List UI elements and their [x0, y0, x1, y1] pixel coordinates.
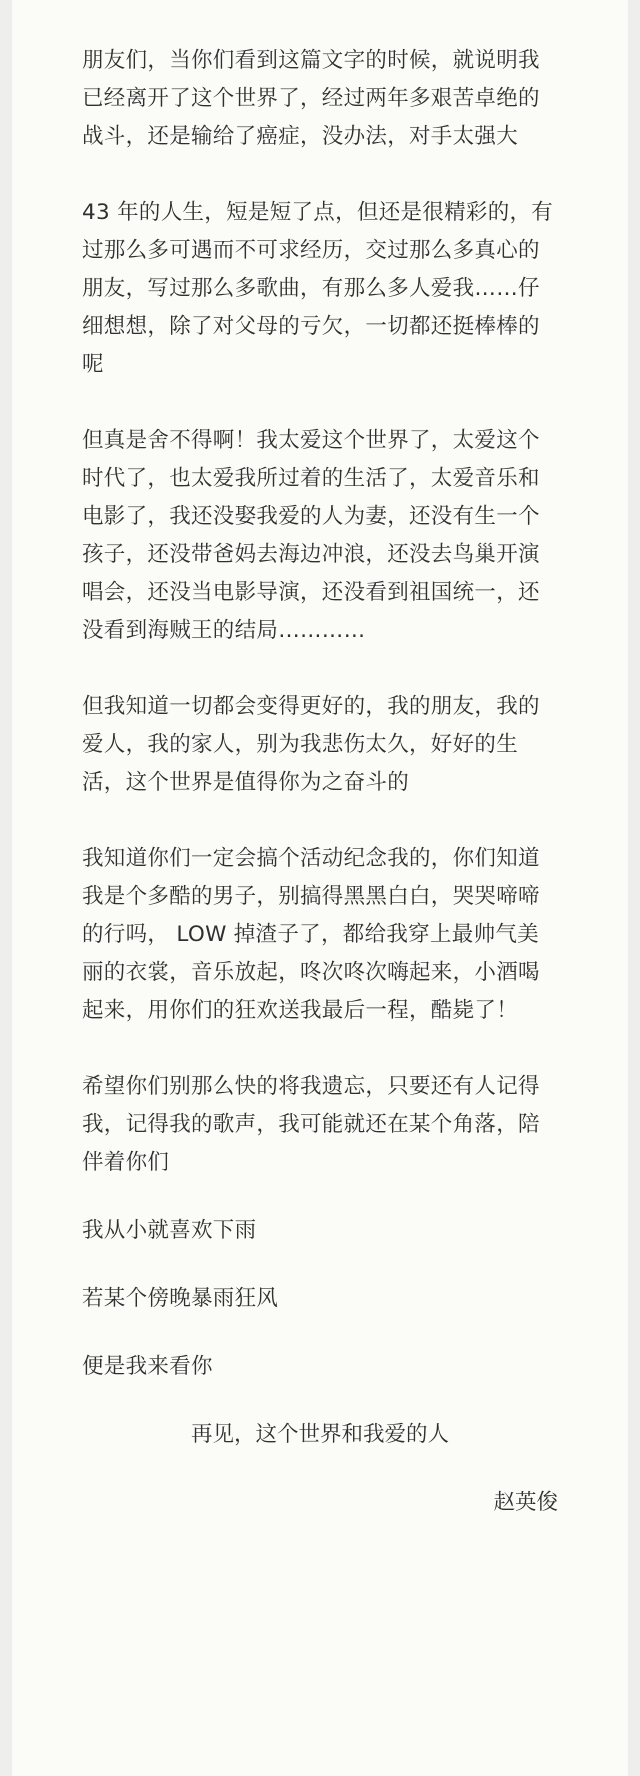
signature: 赵英俊: [493, 1490, 558, 1515]
short-line-1: 我从小就喜欢下雨: [82, 1218, 257, 1243]
farewell-line: 再见，这个世界和我爱的人: [190, 1422, 449, 1447]
paragraph-6: 希望你们别那么快的将我遗忘，只要还有人记得我，记得我的歌声，我可能就还在某个角落，陪伴着你们: [82, 1074, 540, 1175]
paragraph-4: 但我知道一切都会变得更好的，我的朋友，我的爱人，我的家人，别为我悲伤太久，好好的生活，这个世界是值得你为之奋斗的: [82, 694, 540, 795]
paragraph-3: 但真是舍不得啊！我太爱这个世界了，太爱这个时代了，也太爱我所过着的生活了，太爱音乐和电影了，我还没娶我爱的人为妻，还没有生一个孩子，还没带爸妈去海边冲浪，还没去鸟巢开演唱会，还没当电影导演，还没看到祖国统一，还没看到海贼王的结局…………: [82, 428, 540, 643]
paragraph-5: 我知道你们一定会搞个活动纪念我的，你们知道我是个多酷的男子，别搞得黑黑白白，哭哭啼啼的行吗， LOW 掉渣子了，都给我穿上最帅气美丽的衣裳，音乐放起，咚次咚次嗨起来，小酒喝起来，用你们的狂欢送我最后一程，酷毙了！: [82, 846, 540, 1023]
paragraph-1: 朋友们，当你们看到这篇文字的时候，就说明我已经离开了这个世界了，经过两年多艰苦卓绝的战斗，还是输给了癌症，没办法，对手太强大: [82, 48, 540, 149]
paragraph-2: 43 年的人生，短是短了点，但还是很精彩的，有过那么多可遇而不可求经历，交过那么多真心的朋友，写过那么多歌曲，有那么多人爱我……仔细想想，除了对父母的亏欠，一切都还挺棒棒的呢: [82, 200, 554, 377]
short-line-3: 便是我来看你: [82, 1354, 213, 1379]
letter-page: [12, 0, 628, 1776]
short-line-2: 若某个傍晚暴雨狂风: [82, 1286, 279, 1311]
